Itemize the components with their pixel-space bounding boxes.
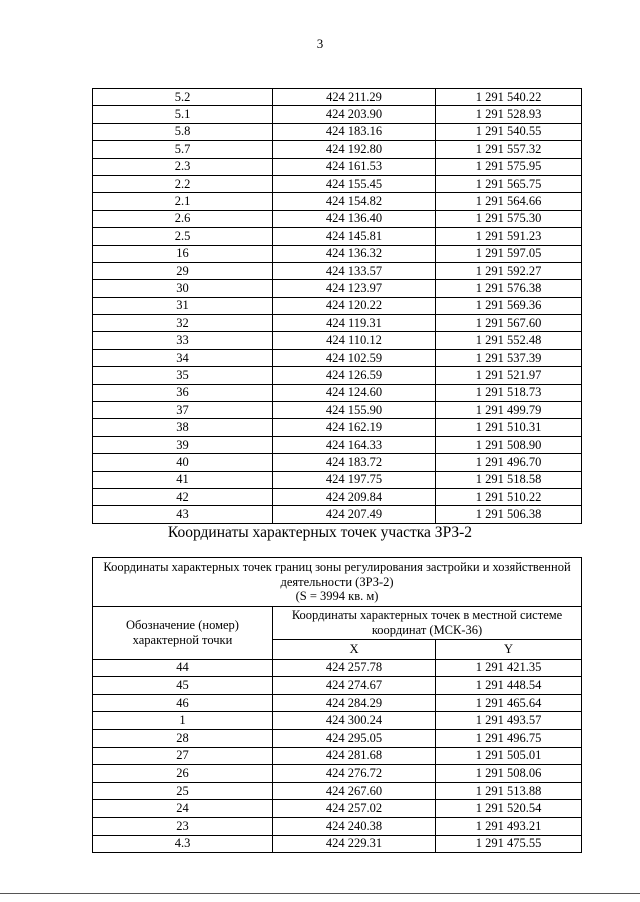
point-number-cell: 37: [93, 402, 273, 419]
y-coordinate-cell: 1 291 567.60: [436, 315, 582, 332]
x-coordinate-cell: 424 209.84: [273, 488, 436, 505]
table-caption-area: (S = 3994 кв. м): [295, 589, 379, 604]
point-number-cell: 35: [93, 367, 273, 384]
y-coordinate-cell: 1 291 540.55: [436, 123, 582, 140]
y-coordinate-cell: 1 291 493.21: [436, 817, 582, 835]
y-coordinate-cell: 1 291 506.38: [436, 506, 582, 523]
point-number-cell: 2.3: [93, 158, 273, 175]
table-row: [93, 349, 582, 366]
table-row: [93, 89, 582, 106]
table-row: [93, 782, 582, 800]
point-number-cell: 16: [93, 245, 273, 262]
table-caption: [93, 558, 582, 607]
x-coordinate-cell: 424 155.45: [273, 175, 436, 192]
point-number-cell: 2.5: [93, 228, 273, 245]
point-number-cell: 24: [93, 800, 273, 818]
table-row: [93, 280, 582, 297]
y-coordinate-cell: 1 291 518.73: [436, 384, 582, 401]
table-row: [93, 367, 582, 384]
table-row: [93, 315, 582, 332]
y-coordinate-cell: 1 291 565.75: [436, 175, 582, 192]
table-row: [93, 729, 582, 747]
x-coordinate-cell: 424 281.68: [273, 747, 436, 765]
point-number-cell: 4.3: [93, 835, 273, 853]
point-number-cell: 34: [93, 349, 273, 366]
y-coordinate-cell: 1 291 591.23: [436, 228, 582, 245]
table-row: [93, 141, 582, 158]
x-coordinate-cell: 424 136.32: [273, 245, 436, 262]
x-coordinate-cell: 424 183.72: [273, 454, 436, 471]
point-number-cell: 31: [93, 297, 273, 314]
table-row: [93, 419, 582, 436]
x-coordinate-cell: 424 276.72: [273, 765, 436, 783]
x-coordinate-cell: 424 197.75: [273, 471, 436, 488]
point-number-cell: 5.1: [93, 106, 273, 123]
point-number-cell: 39: [93, 436, 273, 453]
point-number-cell: 32: [93, 315, 273, 332]
page-number: 3: [316, 36, 324, 51]
y-coordinate-cell: 1 291 475.55: [436, 835, 582, 853]
x-coordinate-cell: 424 267.60: [273, 782, 436, 800]
y-coordinate-cell: 1 291 499.79: [436, 402, 582, 419]
header-x: X: [273, 640, 436, 660]
table-row: [93, 436, 582, 453]
table-row: [93, 471, 582, 488]
table-row: [93, 659, 582, 677]
point-number-cell: 45: [93, 677, 273, 695]
table-row: [93, 694, 582, 712]
table-row: [93, 488, 582, 505]
y-coordinate-cell: 1 291 505.01: [436, 747, 582, 765]
table-row: [93, 835, 582, 853]
x-coordinate-cell: 424 154.82: [273, 193, 436, 210]
y-coordinate-cell: 1 291 537.39: [436, 349, 582, 366]
x-coordinate-cell: 424 284.29: [273, 694, 436, 712]
table-row: [93, 158, 582, 175]
table-row: [93, 765, 582, 783]
point-number-cell: 44: [93, 659, 273, 677]
x-coordinate-cell: 424 136.40: [273, 210, 436, 227]
point-number-cell: 26: [93, 765, 273, 783]
point-number-cell: 2.2: [93, 175, 273, 192]
point-number-cell: 42: [93, 488, 273, 505]
point-number-cell: 40: [93, 454, 273, 471]
x-coordinate-cell: 424 257.78: [273, 659, 436, 677]
point-number-cell: 29: [93, 262, 273, 279]
x-coordinate-cell: 424 162.19: [273, 419, 436, 436]
table-row: [93, 297, 582, 314]
point-number-cell: 28: [93, 729, 273, 747]
x-coordinate-cell: 424 133.57: [273, 262, 436, 279]
y-coordinate-cell: 1 291 496.70: [436, 454, 582, 471]
y-coordinate-cell: 1 291 520.54: [436, 800, 582, 818]
table-row: [93, 245, 582, 262]
x-coordinate-cell: 424 183.16: [273, 123, 436, 140]
y-coordinate-cell: 1 291 557.32: [436, 141, 582, 158]
point-number-cell: 41: [93, 471, 273, 488]
x-coordinate-cell: 424 119.31: [273, 315, 436, 332]
x-coordinate-cell: 424 161.53: [273, 158, 436, 175]
x-coordinate-cell: 424 295.05: [273, 729, 436, 747]
table-row: [93, 123, 582, 140]
point-number-cell: 25: [93, 782, 273, 800]
point-number-cell: 27: [93, 747, 273, 765]
header-coordinates: Координаты характерных точек в местной системе координат (МСК-36): [273, 607, 582, 640]
header-point-number: Обозначение (номер) характерной точки: [93, 607, 273, 660]
y-coordinate-cell: 1 291 518.58: [436, 471, 582, 488]
y-coordinate-cell: 1 291 510.31: [436, 419, 582, 436]
header-y: Y: [436, 640, 582, 660]
x-coordinate-cell: 424 145.81: [273, 228, 436, 245]
point-number-cell: 1: [93, 712, 273, 730]
y-coordinate-cell: 1 291 592.27: [436, 262, 582, 279]
table-row: [93, 747, 582, 765]
table-row: [93, 332, 582, 349]
x-coordinate-cell: 424 274.67: [273, 677, 436, 695]
point-number-cell: 5.7: [93, 141, 273, 158]
table-row: [93, 677, 582, 695]
table-row: [93, 193, 582, 210]
point-number-cell: 23: [93, 817, 273, 835]
point-number-cell: 46: [93, 694, 273, 712]
y-coordinate-cell: 1 291 575.30: [436, 210, 582, 227]
x-coordinate-cell: 424 207.49: [273, 506, 436, 523]
x-coordinate-cell: 424 203.90: [273, 106, 436, 123]
x-coordinate-cell: 424 155.90: [273, 402, 436, 419]
point-number-cell: 2.1: [93, 193, 273, 210]
table-row: [93, 800, 582, 818]
y-coordinate-cell: 1 291 575.95: [436, 158, 582, 175]
point-number-cell: 36: [93, 384, 273, 401]
y-coordinate-cell: 1 291 597.05: [436, 245, 582, 262]
table-row: [93, 402, 582, 419]
point-number-cell: 38: [93, 419, 273, 436]
x-coordinate-cell: 424 124.60: [273, 384, 436, 401]
y-coordinate-cell: 1 291 513.88: [436, 782, 582, 800]
table-row: [93, 506, 582, 523]
x-coordinate-cell: 424 300.24: [273, 712, 436, 730]
y-coordinate-cell: 1 291 569.36: [436, 297, 582, 314]
point-number-cell: 2.6: [93, 210, 273, 227]
x-coordinate-cell: 424 120.22: [273, 297, 436, 314]
point-number-cell: 5.8: [93, 123, 273, 140]
table-row: [93, 228, 582, 245]
x-coordinate-cell: 424 192.80: [273, 141, 436, 158]
point-number-cell: 43: [93, 506, 273, 523]
y-coordinate-cell: 1 291 421.35: [436, 659, 582, 677]
y-coordinate-cell: 1 291 508.06: [436, 765, 582, 783]
table-row: [93, 712, 582, 730]
x-coordinate-cell: 424 110.12: [273, 332, 436, 349]
x-coordinate-cell: 424 229.31: [273, 835, 436, 853]
y-coordinate-cell: 1 291 496.75: [436, 729, 582, 747]
point-number-cell: 5.2: [93, 89, 273, 106]
point-number-cell: 33: [93, 332, 273, 349]
table-row: [93, 210, 582, 227]
coordinates-table-body: [93, 89, 582, 524]
y-coordinate-cell: 1 291 510.22: [436, 488, 582, 505]
table-row: [93, 262, 582, 279]
x-coordinate-cell: 424 126.59: [273, 367, 436, 384]
section-title: Координаты характерных точек участка ЗРЗ-2: [167, 524, 473, 541]
table-row: [93, 106, 582, 123]
y-coordinate-cell: 1 291 448.54: [436, 677, 582, 695]
x-coordinate-cell: 424 102.59: [273, 349, 436, 366]
zrz2-table-body: [93, 659, 582, 853]
y-coordinate-cell: 1 291 521.97: [436, 367, 582, 384]
point-number-cell: 30: [93, 280, 273, 297]
coordinates-table-continued: [92, 88, 582, 524]
footer-divider: [0, 893, 640, 894]
x-coordinate-cell: 424 164.33: [273, 436, 436, 453]
zrz2-coordinates-table: [92, 557, 582, 853]
y-coordinate-cell: 1 291 465.64: [436, 694, 582, 712]
y-coordinate-cell: 1 291 576.38: [436, 280, 582, 297]
y-coordinate-cell: 1 291 528.93: [436, 106, 582, 123]
y-coordinate-cell: 1 291 540.22: [436, 89, 582, 106]
y-coordinate-cell: 1 291 552.48: [436, 332, 582, 349]
x-coordinate-cell: 424 257.02: [273, 800, 436, 818]
table-row: [93, 454, 582, 471]
y-coordinate-cell: 1 291 564.66: [436, 193, 582, 210]
x-coordinate-cell: 424 240.38: [273, 817, 436, 835]
y-coordinate-cell: 1 291 493.57: [436, 712, 582, 730]
table-row: [93, 384, 582, 401]
y-coordinate-cell: 1 291 508.90: [436, 436, 582, 453]
x-coordinate-cell: 424 211.29: [273, 89, 436, 106]
table-caption-text: Координаты характерных точек границ зоны регулирования застройки и хозяйственной деятельности (ЗРЗ-2): [103, 560, 571, 589]
x-coordinate-cell: 424 123.97: [273, 280, 436, 297]
table-row: [93, 817, 582, 835]
table-row: [93, 175, 582, 192]
